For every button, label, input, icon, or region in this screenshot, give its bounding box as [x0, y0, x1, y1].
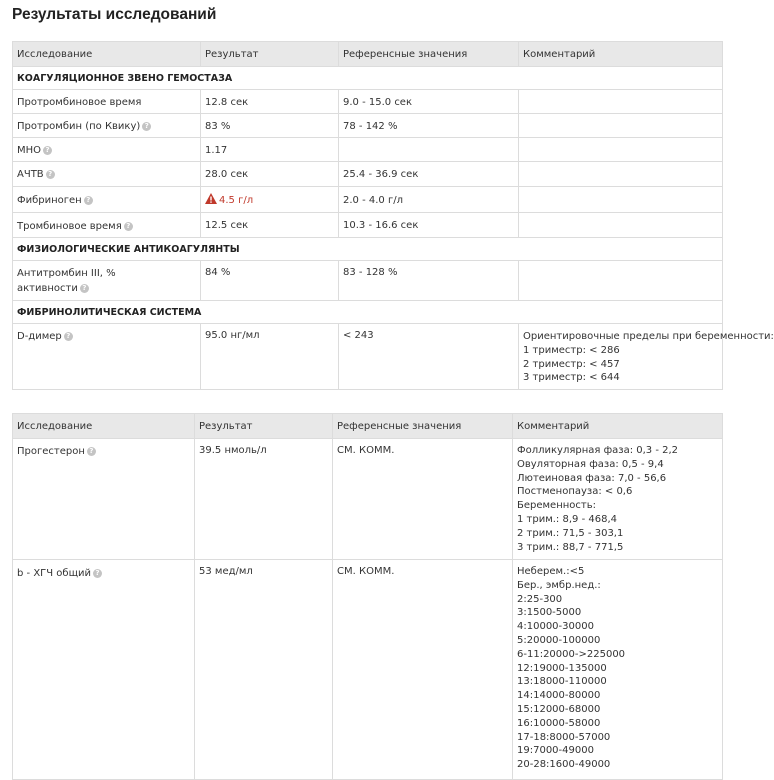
test-name: Тромбиновое время ? — [13, 213, 201, 238]
column-header: Результат — [195, 414, 333, 439]
test-result: 84 % — [201, 261, 339, 301]
section-row — [13, 67, 723, 90]
table-header — [13, 42, 723, 67]
test-result: 53 мед/мл — [195, 560, 333, 780]
question-circle-icon[interactable]: ? — [64, 332, 73, 341]
reference-range: 9.0 - 15.0 сек — [339, 90, 519, 114]
comment: Фолликулярная фаза: 0,3 - 2,2 Овуляторная фаза: 0,5 - 9,4 Лютеиновая фаза: 7,0 - 56,6 Постменопауза: < 0,6 Беременность: 1 трим.: 8,9 - 468,4 2 трим.: 71,5 - 303,1 3 трим.: 88,7 - 771,5 — [513, 439, 723, 560]
coagulation-results-table — [12, 41, 774, 390]
table-row — [13, 261, 723, 301]
question-circle-icon[interactable]: ? — [80, 284, 89, 293]
table-row — [13, 213, 723, 238]
reference-range: 78 - 142 % — [339, 114, 519, 138]
column-header: Референсные значения — [333, 414, 513, 439]
section-title: ФИЗИОЛОГИЧЕСКИЕ АНТИКОАГУЛЯНТЫ — [13, 238, 723, 261]
table-row — [13, 138, 723, 162]
column-header: Результат — [201, 42, 339, 67]
table-row — [13, 162, 723, 187]
test-name: Фибриноген ? — [13, 187, 201, 213]
table-row — [13, 324, 723, 390]
test-name: b - ХГЧ общий ? — [13, 560, 195, 780]
warning-triangle-icon — [205, 193, 217, 204]
test-result: 39.5 нмоль/л — [195, 439, 333, 560]
comment — [519, 114, 723, 138]
reference-range: СМ. КОММ. — [333, 560, 513, 780]
reference-range: 2.0 - 4.0 г/л — [339, 187, 519, 213]
comment: Неберем.:<5 Бер., эмбр.нед.: 2:25-300 3:1500-5000 4:10000-30000 5:20000-100000 6-11:20000->225000 12:19000-135000 13:18000-110000 14:14000-80000 15:12000-68000 16:10000-58000 17-18:8000-57000 19:7000-49000 20-28:1600-49000 — [513, 560, 723, 780]
section-title: ФИБРИНОЛИТИЧЕСКАЯ СИСТЕМА — [13, 301, 723, 324]
column-header: Исследование — [13, 42, 201, 67]
test-name: АЧТВ ? — [13, 162, 201, 187]
table-row — [13, 439, 723, 560]
question-circle-icon[interactable]: ? — [43, 146, 52, 155]
test-name: Протромбиновое время — [13, 90, 201, 114]
column-header: Референсные значения — [339, 42, 519, 67]
reference-range: 83 - 128 % — [339, 261, 519, 301]
test-name: Прогестерон ? — [13, 439, 195, 560]
table-row — [13, 187, 723, 213]
question-circle-icon[interactable]: ? — [84, 196, 93, 205]
test-result-abnormal: 4.5 г/л — [201, 187, 339, 213]
comment — [519, 213, 723, 238]
table-header — [13, 414, 723, 439]
comment — [519, 90, 723, 114]
comment — [519, 261, 723, 301]
page-title: Результаты исследований — [12, 6, 217, 23]
section-title: КОАГУЛЯЦИОННОЕ ЗВЕНО ГЕМОСТАЗА — [13, 67, 723, 90]
reference-range: 10.3 - 16.6 сек — [339, 213, 519, 238]
reference-range: < 243 — [339, 324, 519, 390]
reference-range: 25.4 - 36.9 сек — [339, 162, 519, 187]
question-circle-icon[interactable]: ? — [46, 170, 55, 179]
test-result: 12.5 сек — [201, 213, 339, 238]
comment — [519, 162, 723, 187]
question-circle-icon[interactable]: ? — [142, 122, 151, 131]
reference-range: СМ. КОММ. — [333, 439, 513, 560]
section-row — [13, 238, 723, 261]
column-header: Комментарий — [513, 414, 723, 439]
comment — [519, 187, 723, 213]
table-row — [13, 90, 723, 114]
table-row — [13, 114, 723, 138]
test-name: Протромбин (по Квику) ? — [13, 114, 201, 138]
reference-range — [339, 138, 519, 162]
column-header: Исследование — [13, 414, 195, 439]
question-circle-icon[interactable]: ? — [124, 222, 133, 231]
test-result: 1.17 — [201, 138, 339, 162]
section-row — [13, 301, 723, 324]
test-name: Антитромбин III, % активности ? — [13, 261, 201, 301]
hormone-results-table — [12, 413, 723, 780]
test-result: 95.0 нг/мл — [201, 324, 339, 390]
test-result: 28.0 сек — [201, 162, 339, 187]
test-name: МНО ? — [13, 138, 201, 162]
column-header: Комментарий — [519, 42, 723, 67]
question-circle-icon[interactable]: ? — [87, 447, 96, 456]
comment: Ориентировочные пределы при беременности: 1 триместр: < 286 2 триместр: < 457 3 триместр: < 644 — [519, 324, 723, 390]
test-result: 12.8 сек — [201, 90, 339, 114]
comment — [519, 138, 723, 162]
test-name: D-димер ? — [13, 324, 201, 390]
test-result: 83 % — [201, 114, 339, 138]
question-circle-icon[interactable]: ? — [93, 569, 102, 578]
table-row — [13, 560, 723, 780]
